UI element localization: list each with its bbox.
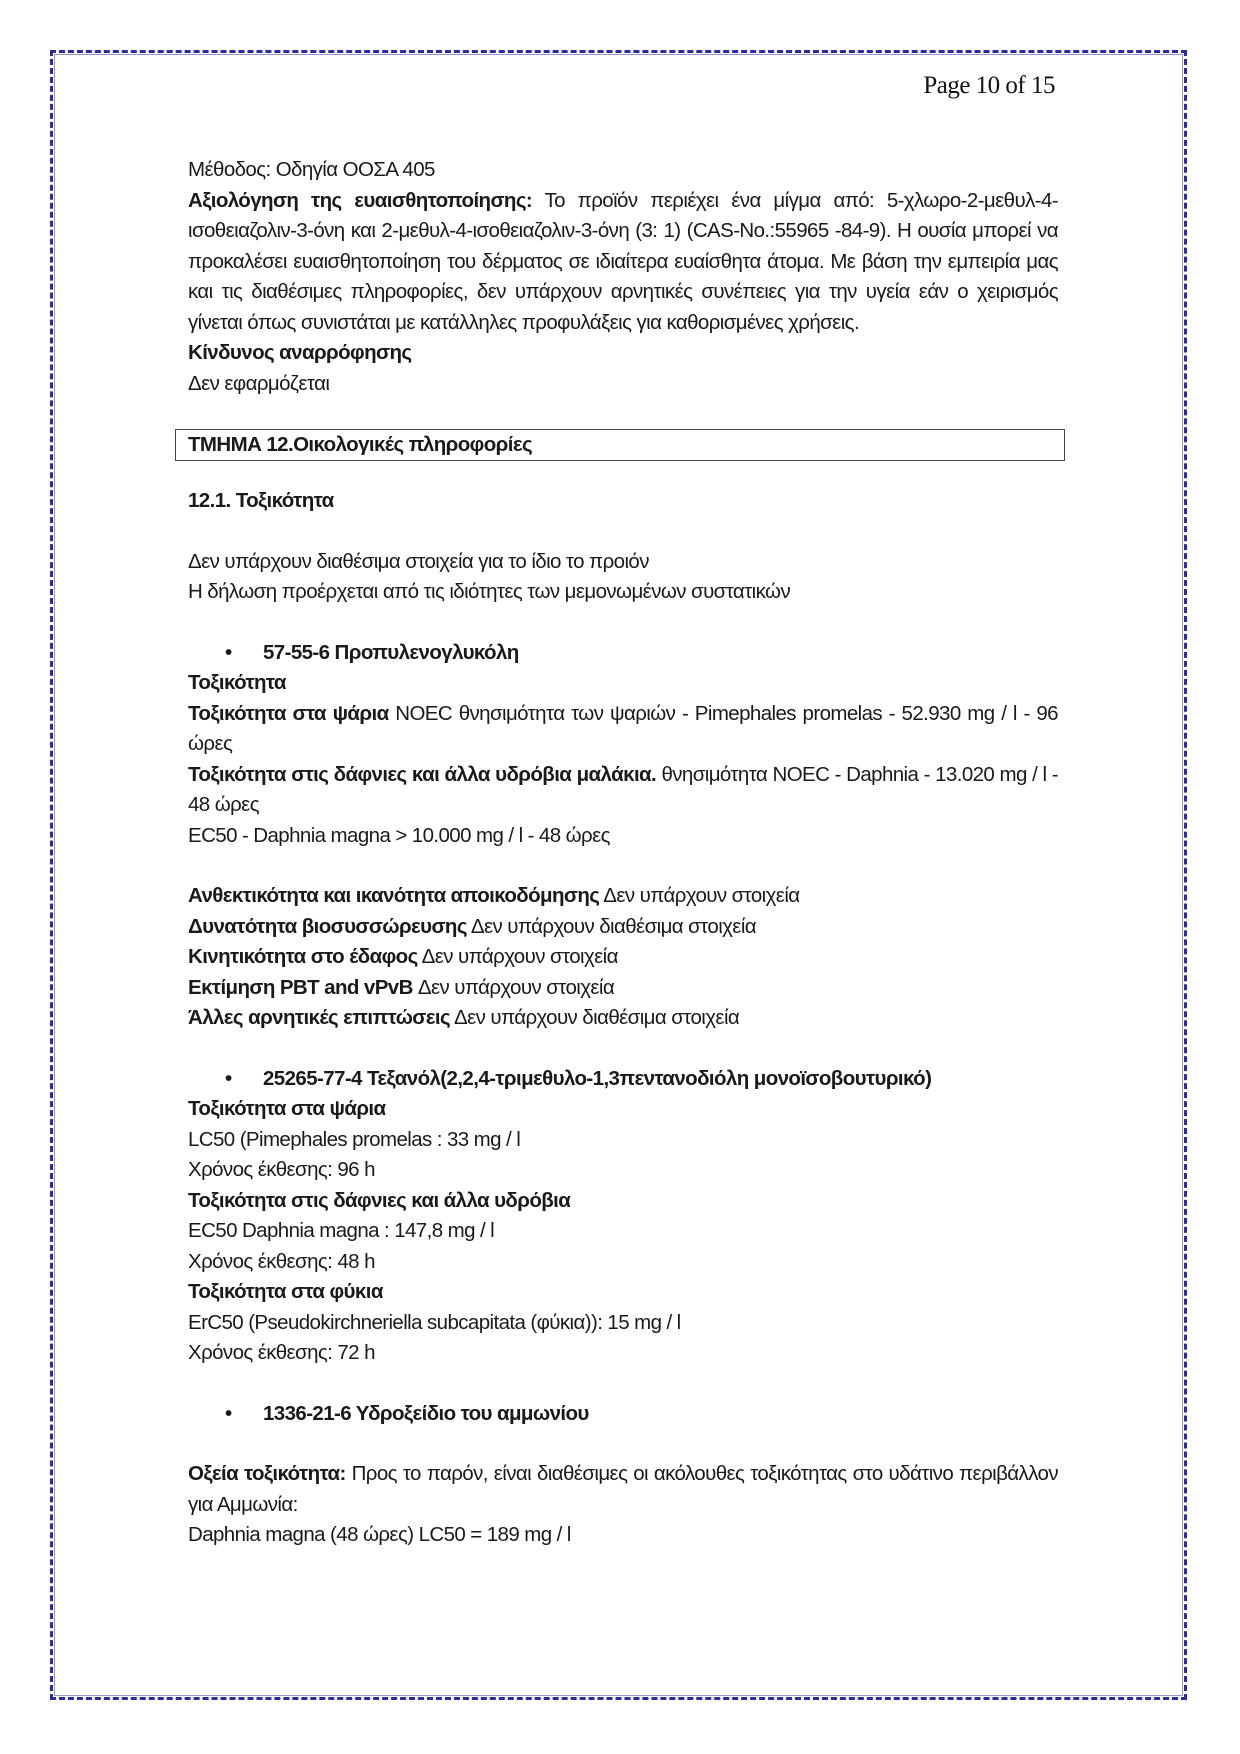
property-row: Δυνατότητα βιοσυσσώρευσης Δεν υπάρχουν διαθέσιμα στοιχεία [188, 914, 757, 938]
substance-1-ec50: EC50 - Daphnia magna > 10.000 mg / l - 48 ώρες [188, 823, 610, 847]
substance-2-daphnia-value: EC50 Daphnia magna : 147,8 mg / l [188, 1219, 495, 1242]
substance-2-algae-value: ErC50 (Pseudokirchneriella subcapitata (φύκια)): 15 mg / l [188, 1310, 681, 1334]
property-row: Άλλες αρνητικές επιπτώσεις Δεν υπάρχουν διαθέσιμα στοιχεία [188, 1006, 740, 1029]
sensitisation-label: Αξιολόγηση της ευαισθητοποίησης: [188, 188, 533, 212]
sensitisation-text: Το προϊόν περιέχει ένα μίγμα από: 5-χλωρο-2-μεθυλ-4-ισοθειαζολιν-3-όνη και 2-μεθυλ-4-ισοθειαζολιν-3-όνη (3: 1) (CAS-No.:55965 -84-9). Η ουσία μπορεί να προκαλέσει ευαισθητοποίηση του δέρματος σε ιδιαίτερα ευαίσθητα άτομα. Με βάση την εμπειρία μας και τις διαθέσιμες πληροφορίες, δεν υπάρχουν αρνητικές συνέπειες για την υγεία εάν ο χειρισμός γίνεται όπως συνιστάται με κατάλληλες προφυλάξεις για καθορισμένες χρήσεις. [188, 188, 1058, 334]
page-number: Page 10 of 15 [923, 72, 1055, 99]
substance-2-daphnia-heading: Τοξικότητα στις δάφνιες και άλλα υδρόβια [188, 1188, 571, 1212]
substance-2-heading: • 25265-77-4 Τεξανόλ(2,2,4-τριμεθυλο-1,3πεντανοδιόλη μονοϊσοβουτυρικό) [188, 1064, 1058, 1095]
substance-2-algae-time: Χρόνος έκθεσης: 72 h [188, 1341, 375, 1364]
substance-1-daphnia: Τοξικότητα στις δάφνιες και άλλα υδρόβια μαλάκια. θνησιμότητα NOEC - Daphnia - 13.020 mg / l - 48 ώρες [188, 762, 1058, 816]
substance-3-acute: Οξεία τοξικότητα: Προς το παρόν, είναι διαθέσιμες οι ακόλουθες τοξικότητας στο υδάτινο περιβάλλον για Αμμωνία: [188, 1462, 1058, 1516]
substance-1-toxicity-heading: Τοξικότητα [188, 671, 286, 694]
bullet-icon: • [225, 1401, 232, 1425]
sensitisation-paragraph [188, 186, 1058, 339]
substance-1-fish: Τοξικότητα στα ψάρια NOEC θνησιμότητα των ψαριών - Pimephales promelas - 52.930 mg / l - 96 ώρες [188, 701, 1058, 755]
section-12-header: ΤΜΗΜΑ 12.Οικολογικές πληροφορίες [175, 429, 1065, 461]
substance-1-heading: • 57-55-6 Προπυλενογλυκόλη [188, 638, 1058, 669]
substance-3-daphnia-value: Daphnia magna (48 ώρες) LC50 = 189 mg / l [188, 1523, 571, 1546]
subsection-title: 12.1. Τοξικότητα [188, 489, 334, 512]
property-row: Εκτίμηση PBT and vPvB Δεν υπάρχουν στοιχεία [188, 975, 615, 999]
aspiration-value: Δεν εφαρμόζεται [188, 371, 330, 395]
property-row: Κινητικότητα στο έδαφος Δεν υπάρχουν στοιχεία [188, 945, 618, 968]
property-row: Ανθεκτικότητα και ικανότητα αποικοδόμησης Δεν υπάρχουν στοιχεία [188, 884, 800, 907]
substance-2-algae-heading: Τοξικότητα στα φύκια [188, 1280, 383, 1303]
bullet-icon: • [225, 640, 232, 664]
note-no-data: Δεν υπάρχουν διαθέσιμα στοιχεία για το ίδιο το προιόν [188, 549, 649, 573]
substance-2-fish-heading: Τοξικότητα στα ψάρια [188, 1097, 386, 1120]
substance-2-daphnia-time: Χρόνος έκθεσης: 48 h [188, 1249, 375, 1273]
substance-2-fish-time: Χρόνος έκθεσης: 96 h [188, 1158, 375, 1181]
substance-3-heading: • 1336-21-6 Υδροξείδιο του αμμωνίου [188, 1399, 1058, 1430]
document-body [188, 155, 1058, 1551]
bullet-icon: • [225, 1066, 232, 1090]
note-derived: Η δήλωση προέρχεται από τις ιδιότητες των μεμονωμένων συστατικών [188, 580, 791, 603]
substance-2-fish-value: LC50 (Pimephales promelas : 33 mg / l [188, 1127, 521, 1151]
aspiration-heading: Κίνδυνος αναρρόφησης [188, 341, 412, 364]
method-line: Μέθοδος: Οδηγία ΟΟΣΑ 405 [188, 158, 435, 181]
